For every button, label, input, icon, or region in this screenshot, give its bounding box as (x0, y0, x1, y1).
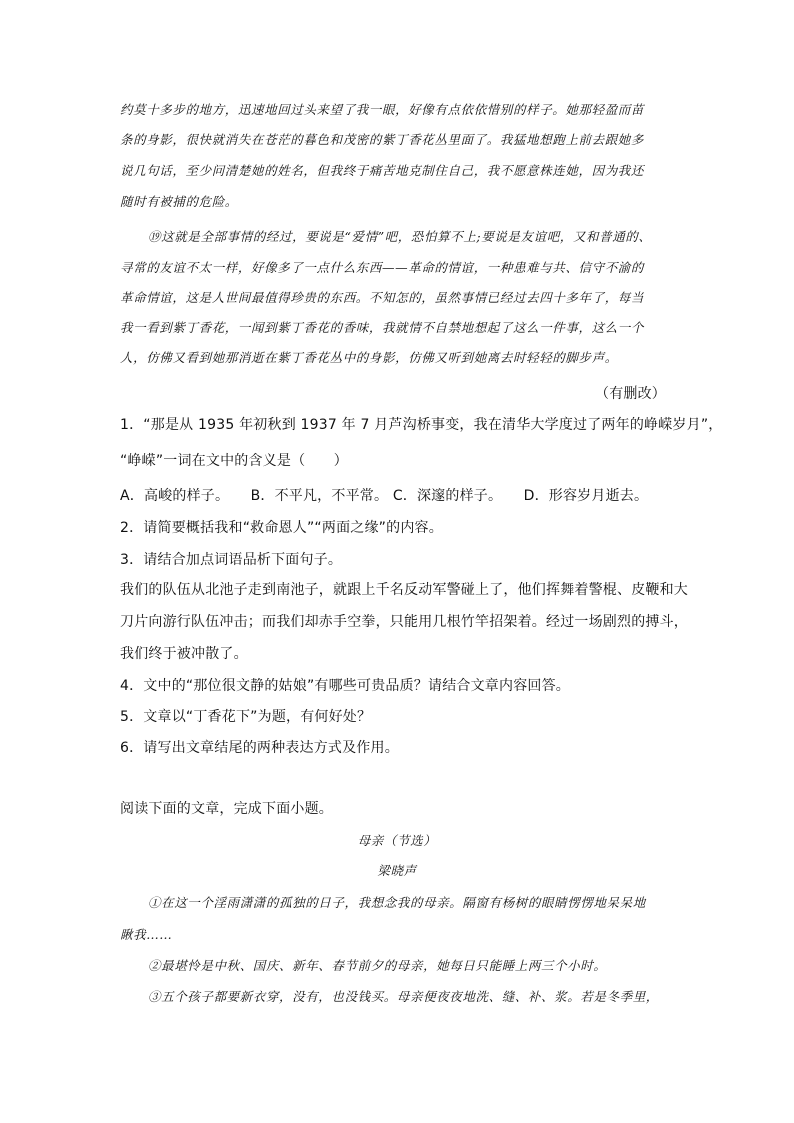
question-2: 2．请简要概括我和“救命恩人”“两面之缘”的内容。 (120, 520, 443, 536)
reading-instruction: 阅读下面的文章，完成下面小题。 (120, 801, 333, 817)
story-paragraph-19-line: 我一看到紫丁香花，一闻到紫丁香花的香味，我就情不自禁地想起了这么一件事，这么一个 (120, 320, 645, 335)
question-3: 3．请结合加点词语品析下面句子。 (120, 552, 343, 568)
passage-paragraph-3: ③五个孩子都要新衣穿，没有，也没钱买。母亲便夜夜地洗、缝、补、浆。若是冬季里， (148, 989, 659, 1004)
story-paragraph-19-line: ⑲这就是全部事情的经过，要说是“爱情”吧，恐怕算不上;要说是友谊吧，又和普通的、 (148, 229, 652, 244)
question-4: 4．文中的“那位很文静的姑娘”有哪些可贵品质？请结合文章内容回答。 (120, 678, 571, 694)
story-paragraph-line: 随时有被捕的危险。 (120, 194, 238, 209)
passage-author: 梁晓声 (377, 863, 417, 878)
passage-title: 母亲（节选） (357, 833, 437, 848)
question-3-sentence-line: 我们终于被冲散了。 (120, 646, 248, 662)
story-paragraph-19-line: 寻常的友谊不太一样，好像多了一点什么东西——革命的情谊，一种患难与共、信守不渝的 (120, 260, 645, 275)
story-paragraph-line: 约莫十多步的地方，迅速地回过头来望了我一眼，好像有点依依惜别的样子。她那轻盈而苗 (120, 102, 645, 117)
passage-paragraph-1-line: ①在这一个淫雨潇潇的孤独的日子，我想念我的母亲。隔窗有杨树的眼睛愣愣地呆呆地 (148, 895, 646, 910)
question-3-sentence-line: 刀片向游行队伍冲击；而我们却赤手空拳，只能用几根竹竿招架着。经过一场剧烈的搏斗， (120, 614, 688, 630)
question-1-stem-cont: “峥嵘”一词在文中的含义是（ ） (120, 453, 348, 469)
question-1-stem: 1．“那是从 1935 年初秋到 1937 年 7 月芦沟桥事变，我在清华大学度过了两年的峥嵘岁月”， (120, 417, 723, 433)
story-paragraph-line: 说几句话，至少问清楚她的姓名，但我终于痛苦地克制住自己，我不愿意株连她，因为我还 (120, 163, 645, 178)
story-paragraph-19-line: 人，仿佛又看到她那消逝在紫丁香花丛中的身影，仿佛又听到她离去时轻轻的脚步声。 (120, 350, 618, 365)
story-paragraph-line: 条的身影，很快就消失在苍茫的暮色和茂密的紫丁香花丛里面了。我猛地想跑上前去跟她多 (120, 132, 645, 147)
passage-paragraph-1-line: 瞅我…… (120, 927, 173, 942)
question-1-options: A．高峻的样子。 B．不平凡，不平常。 C．深邃的样子。 D．形容岁月逝去。 (120, 488, 649, 504)
passage-paragraph-2: ②最堪怜是中秋、国庆、新年、春节前夕的母亲，她每日只能睡上两三个小时。 (148, 958, 607, 973)
question-3-sentence-line: 我们的队伍从北池子走到南池子，就跟上千名反动军警碰上了，他们挥舞着警棍、皮鞭和大 (120, 582, 688, 598)
question-6: 6．请写出文章结尾的两种表达方式及作用。 (120, 740, 399, 756)
edit-note: （有删改） (595, 386, 666, 402)
question-5: 5．文章以“丁香花下”为题，有何好处？ (120, 709, 372, 725)
story-paragraph-19-line: 革命情谊，这是人世间最值得珍贵的东西。不知怎的，虽然事情已经过去四十多年了，每当 (120, 290, 645, 305)
